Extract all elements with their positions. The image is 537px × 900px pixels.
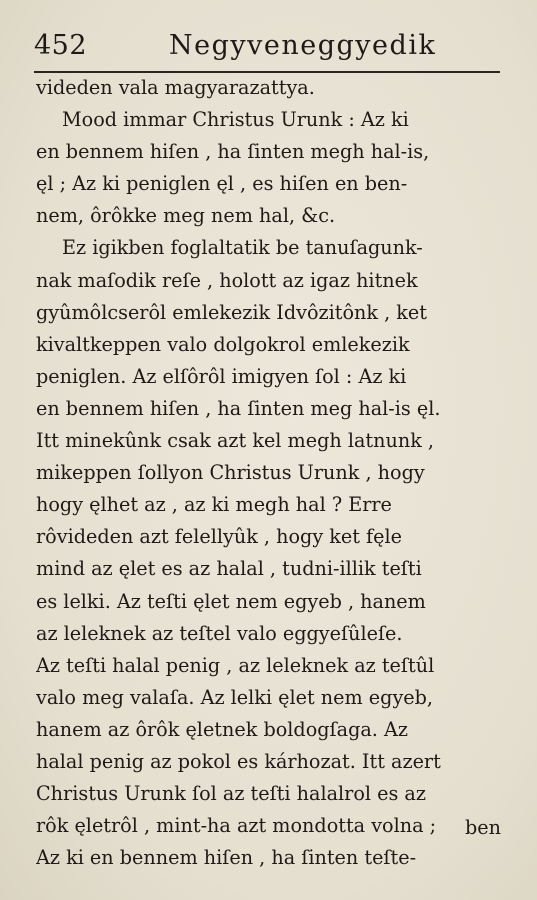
text-line: hanem az ôrôk ęletnek boldogſaga. Az bbox=[36, 717, 408, 741]
text-line: gyûmôlcserôl emlekezik Idvôzitônk , ket bbox=[36, 300, 428, 324]
text-line: en bennem hiſen , ha ſinten megh hal-is, bbox=[36, 140, 430, 164]
text-line: es lelki. Az teſti ęlet nem egyeb , hanem bbox=[36, 589, 426, 613]
text-line: mikeppen ſollyon Christus Urunk , hogy bbox=[36, 461, 425, 485]
text-line: nem, ôrôkke meg nem hal, &c. bbox=[36, 204, 336, 228]
text-line: rôvideden azt felellyûk , hogy ket fęle bbox=[36, 525, 403, 549]
page-number: 452 bbox=[34, 30, 88, 61]
text-line: valo meg valaſa. Az lelki ęlet nem egyeb, bbox=[36, 685, 434, 709]
text-line: Ez igikben foglaltatik be tanuſagunk- bbox=[62, 236, 423, 260]
text-line: hogy ęlhet az , az ki megh hal ? Erre bbox=[36, 493, 392, 517]
text-line: Mood immar Christus Urunk : Az ki bbox=[62, 108, 409, 132]
catchword: ben bbox=[465, 816, 501, 839]
text-line: halal penig az pokol es kárhozat. Itt azert bbox=[36, 749, 441, 773]
body-text bbox=[36, 72, 506, 874]
text-line: peniglen. Az elſôrôl imigyen ſol : Az ki bbox=[36, 364, 407, 388]
text-line: Itt minekûnk csak azt kel megh latnunk , bbox=[36, 429, 435, 453]
text-line: nak maſodik reſe , holott az igaz hitnek bbox=[36, 268, 418, 292]
text-line: en bennem hiſen , ha ſinten meg hal-is ęl. bbox=[36, 396, 441, 420]
page-header bbox=[34, 30, 504, 70]
text-line: az leleknek az teſtel valo eggyeſûleſe. bbox=[36, 621, 403, 645]
text-line: mind az ęlet es az halal , tudni-illik teſti bbox=[36, 557, 422, 581]
text-line: kivaltkeppen valo dolgokrol emlekezik bbox=[36, 332, 410, 356]
text-line: ęl ; Az ki peniglen ęl , es hiſen en ben- bbox=[36, 172, 408, 196]
text-line: Az ki en bennem hiſen , ha ſinten teſte- bbox=[36, 846, 417, 870]
text-line: rôk ęletrôl , mint-ha azt mondotta volna ; bbox=[36, 814, 437, 838]
text-line: videden vala magyarazattya. bbox=[36, 76, 315, 99]
text-line: Christus Urunk ſol az teſti halalrol es az bbox=[36, 782, 426, 806]
running-head: Negyveneggyedik bbox=[169, 30, 437, 61]
text-line: Az teſti halal penig , az leleknek az teſtûl bbox=[36, 653, 435, 677]
